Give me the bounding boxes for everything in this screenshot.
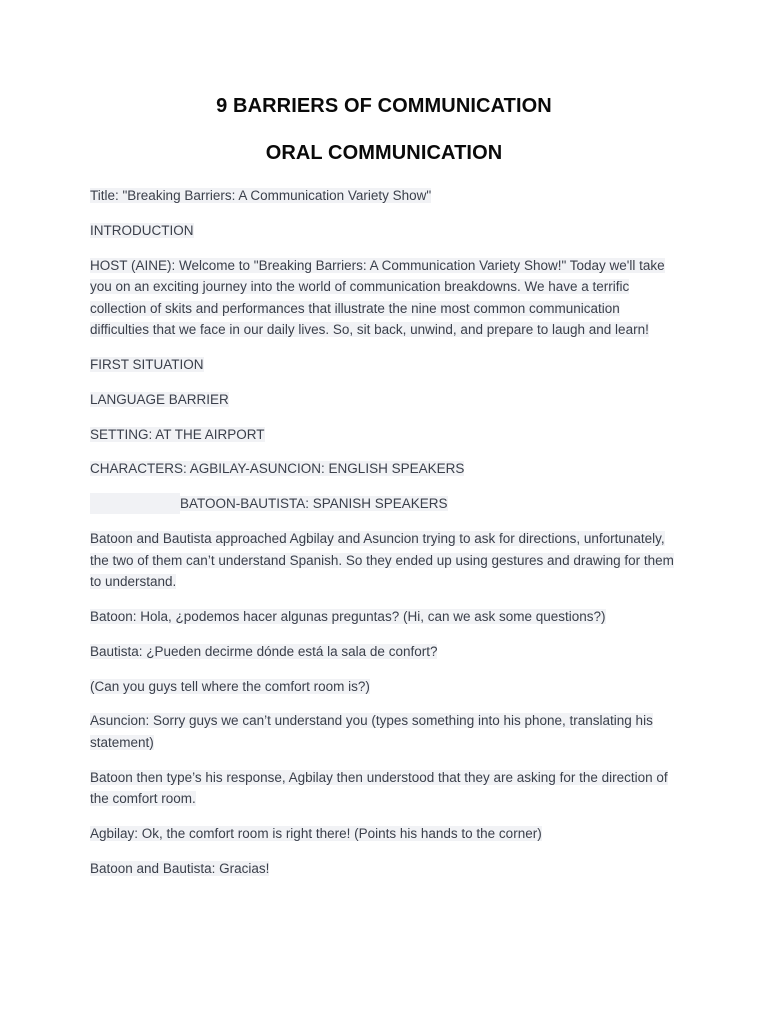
paragraph-first-situation: FIRST SITUATION	[90, 357, 204, 373]
paragraph-bautista-line: Bautista: ¿Pueden decirme dónde está la sala de confort?	[90, 643, 438, 659]
document-body	[90, 185, 680, 893]
paragraph-language-barrier: LANGUAGE BARRIER	[90, 391, 229, 407]
paragraph-batoon-response: Batoon then type’s his response, Agbilay then understood that they are asking for the direction of the comfort room.	[90, 769, 668, 807]
paragraph-translation: (Can you guys tell where the comfort room is?)	[90, 678, 370, 694]
indent-highlight	[90, 493, 180, 514]
paragraph-batoon-line: Batoon: Hola, ¿podemos hacer algunas preguntas? (Hi, can we ask some questions?)	[90, 609, 606, 624]
paragraph-agbilay-line: Agbilay: Ok, the comfort room is right there! (Points his hands to the corner)	[90, 826, 542, 842]
paragraph-characters-continued: BATOON-BAUTISTA: SPANISH SPEAKERS	[90, 493, 680, 515]
document-heading: 9 BARRIERS OF COMMUNICATION	[216, 95, 552, 117]
paragraph-introduction: INTRODUCTION	[90, 222, 194, 238]
paragraph-characters: CHARACTERS: AGBILAY-ASUNCION: ENGLISH SPEAKERS	[90, 461, 465, 477]
paragraph-asuncion-line: Asuncion: Sorry guys we can’t understand you (types something into his phone, translating his statement)	[90, 713, 653, 750]
paragraph-host-welcome: HOST (AINE): Welcome to "Breaking Barriers: A Communication Variety Show!" Today we'll take you on an exciting journey into the world of communication breakdowns. We have a terrific collection of skits and performances that illustrate the nine most common communication difficulties that we face in our daily lives. So, sit back, unwind, and prepare to laugh and learn!	[90, 257, 665, 338]
paragraph-title-line: Title: "Breaking Barriers: A Communication Variety Show"	[90, 188, 432, 203]
paragraph-gracias: Batoon and Bautista: Gracias!	[90, 860, 270, 876]
document-subheading: ORAL COMMUNICATION	[265, 142, 503, 164]
paragraph-situation-description: Batoon and Bautista approached Agbilay and Asuncion trying to ask for directions, unfortunately, the two of them can’t understand Spanish. So they ended up using gestures and drawing for them to understand.	[90, 531, 674, 590]
paragraph-setting: SETTING: AT THE AIRPORT	[90, 426, 265, 442]
